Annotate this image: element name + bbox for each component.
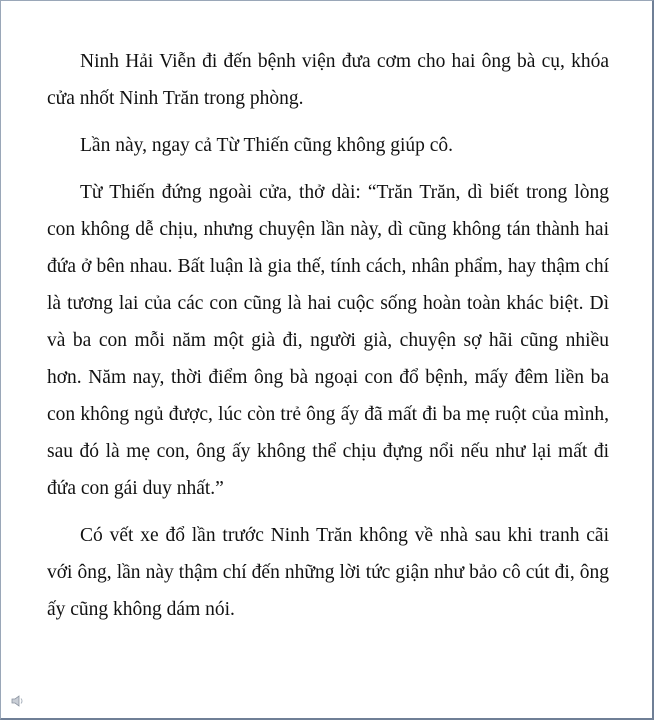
document-page [47,43,609,638]
paragraph-2: Lần này, ngay cả Từ Thiến cũng không giúp cô. [80,135,454,156]
paragraph-3: Từ Thiến đứng ngoài cửa, thở dài: “Trăn Trăn, dì biết trong lòng con không dễ chịu, nhưng chuyện lần này, dì cũng không tán thành hai đứa ở bên nhau. Bất luận là gia thế, tính cách, nhân phẩm, hay thậm chí là tương lai của các con cũng là hai cuộc sống hoàn toàn khác biệt. Dì và ba con mỗi năm một già đi, người già, chuyện sợ hãi cũng nhiều hơn. Năm nay, thời điểm ông bà ngoại con đổ bệnh, mấy đêm liền ba con không ngủ được, lúc còn trẻ ông ấy đã mất đi ba mẹ ruột của mình, sau đó là mẹ con, ông ấy không thể chịu đựng nổi nếu như lại mất đi đứa con gái duy nhất.” [47,182,609,499]
paragraph-1: Ninh Hải Viễn đi đến bệnh viện đưa cơm cho hai ông bà cụ, khóa cửa nhốt Ninh Trăn trong phòng. [47,51,609,109]
speaker-icon[interactable] [11,694,27,708]
paragraph-4: Có vết xe đổ lần trước Ninh Trăn không về nhà sau khi tranh cãi với ông, lần này thậm chí đến những lời tức giận như bảo cô cút đi, ông ấy cũng không dám nói. [47,525,609,620]
